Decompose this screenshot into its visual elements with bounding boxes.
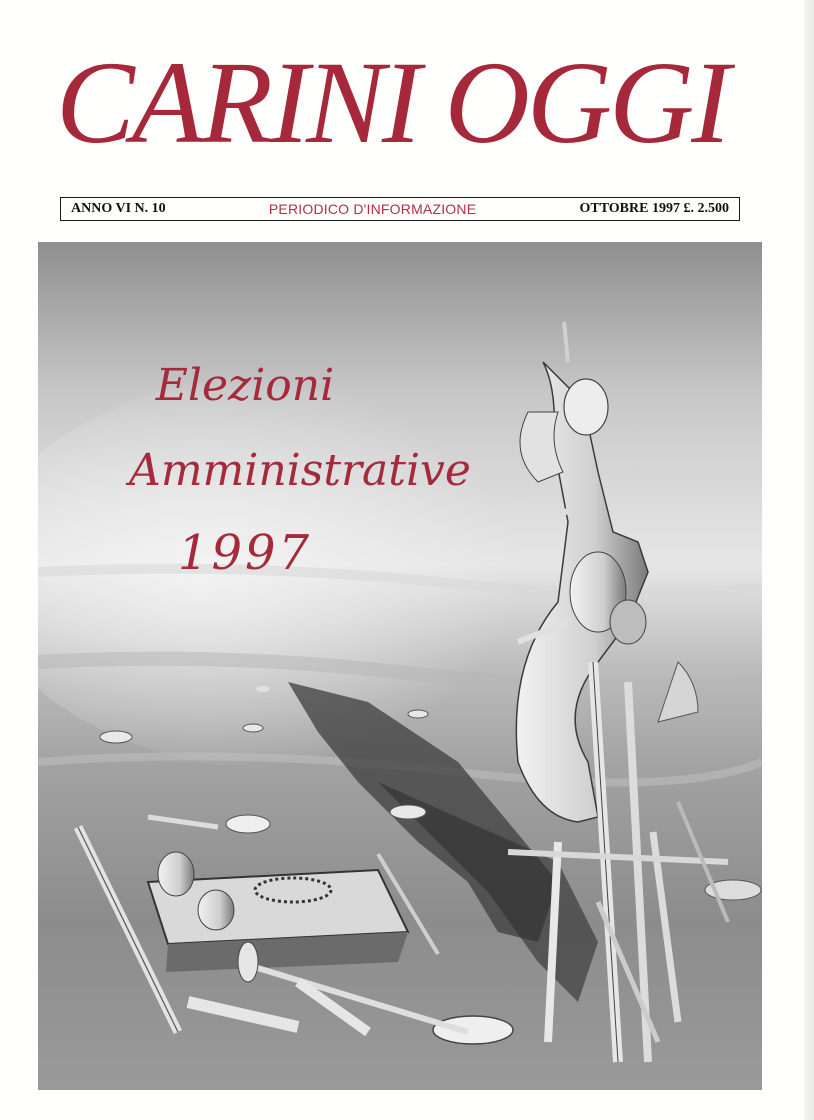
- masthead-info-bar: [60, 197, 740, 221]
- masthead-title: CARINI OGGI: [56, 37, 728, 168]
- issue-number: ANNO VI N. 10: [71, 201, 166, 216]
- date-and-price: OTTOBRE 1997 £. 2.500: [579, 201, 729, 216]
- headline-line-3: 1997: [177, 525, 313, 581]
- page-spine: [804, 0, 814, 1120]
- headline-line-2: Amministrative: [129, 445, 471, 496]
- headline-line-1: Elezioni: [155, 360, 335, 411]
- publication-subtitle: PERIODICO D'INFORMAZIONE: [268, 201, 477, 217]
